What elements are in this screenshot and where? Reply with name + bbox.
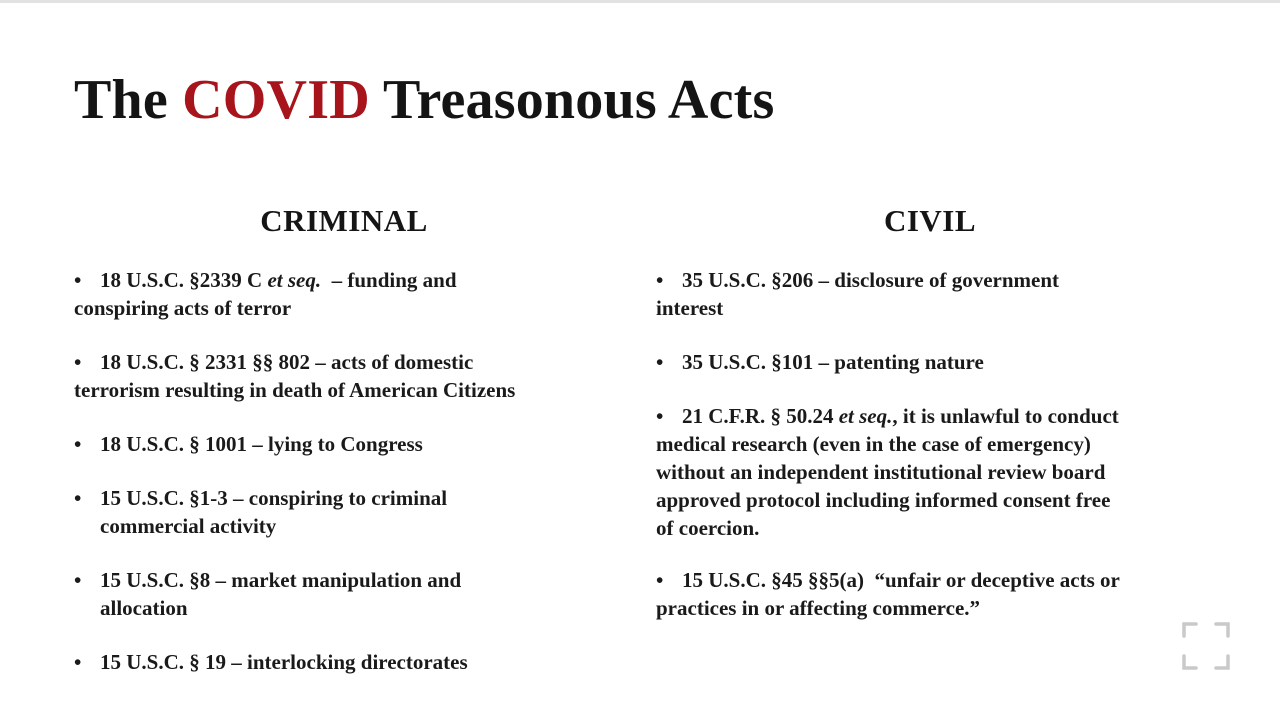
item-continuation: of coercion.: [656, 516, 760, 540]
citation: 18 U.S.C. § 2331 §§ 802: [100, 350, 311, 374]
list-item: [656, 566, 1120, 622]
bullet: •: [656, 568, 664, 592]
list-item: [74, 266, 457, 322]
item-description: – conspiring to criminal: [233, 486, 448, 510]
criminal-heading: CRIMINAL: [260, 203, 428, 238]
list-item: [74, 648, 468, 676]
title-prefix: The: [74, 69, 168, 131]
citation: 21 C.F.R. § 50.24: [682, 404, 834, 428]
bullet: •: [74, 650, 82, 674]
item-continuation: allocation: [100, 596, 188, 620]
item-continuation: practices in or affecting commerce.”: [656, 596, 981, 620]
item-continuation: commercial activity: [100, 514, 277, 538]
citation: 15 U.S.C. §45 §§5(a): [682, 568, 864, 592]
top-strip: [0, 0, 1280, 3]
list-item: [74, 566, 461, 622]
bullet: •: [74, 486, 82, 510]
title-highlight: COVID: [182, 69, 370, 131]
list-item: [74, 430, 423, 458]
item-continuation: interest: [656, 296, 724, 320]
item-description: , it is unlawful to conduct: [892, 404, 1119, 428]
list-item: [74, 348, 515, 404]
item-description: – lying to Congress: [252, 432, 423, 456]
citation-italic: et seq.: [267, 268, 322, 292]
citation-italic: et seq.: [838, 404, 893, 428]
citation: 15 U.S.C. §1-3: [100, 486, 228, 510]
slide-title: [74, 70, 774, 132]
list-item: [656, 266, 1059, 322]
citation: 35 U.S.C. §101: [682, 350, 814, 374]
bullet: •: [74, 568, 82, 592]
list-item: [656, 402, 1119, 542]
item-continuation: medical research (even in the case of emergency): [656, 432, 1091, 456]
item-continuation: conspiring acts of terror: [74, 296, 292, 320]
item-description: – disclosure of government: [818, 268, 1060, 292]
citation: 18 U.S.C. § 1001: [100, 432, 248, 456]
item-description: – funding and: [331, 268, 457, 292]
item-description: – interlocking directorates: [231, 650, 468, 674]
fullscreen-icon-glyph: [1180, 620, 1232, 672]
bullet: •: [74, 350, 82, 374]
list-item: [74, 484, 447, 540]
list-item: [656, 348, 984, 376]
bullet: •: [74, 432, 82, 456]
item-description: – patenting nature: [818, 350, 984, 374]
item-description: – market manipulation and: [215, 568, 462, 592]
citation: 18 U.S.C. §2339 C: [100, 268, 263, 292]
item-continuation: terrorism resulting in death of American Citizens: [74, 378, 516, 402]
bullet: •: [656, 350, 664, 374]
item-description: “unfair or deceptive acts or: [874, 568, 1120, 592]
bullet: •: [656, 268, 664, 292]
citation: 35 U.S.C. §206: [682, 268, 814, 292]
item-description: – acts of domestic: [315, 350, 474, 374]
bullet: •: [74, 268, 82, 292]
item-continuation: without an independent institutional review board: [656, 460, 1106, 484]
civil-heading: CIVIL: [883, 203, 977, 238]
citation: 15 U.S.C. §8: [100, 568, 211, 592]
item-continuation: approved protocol including informed consent free: [656, 488, 1111, 512]
fullscreen-icon[interactable]: [1180, 620, 1232, 672]
bullet: •: [656, 404, 664, 428]
title-suffix: Treasonous Acts: [383, 69, 775, 131]
citation: 15 U.S.C. § 19: [100, 650, 227, 674]
